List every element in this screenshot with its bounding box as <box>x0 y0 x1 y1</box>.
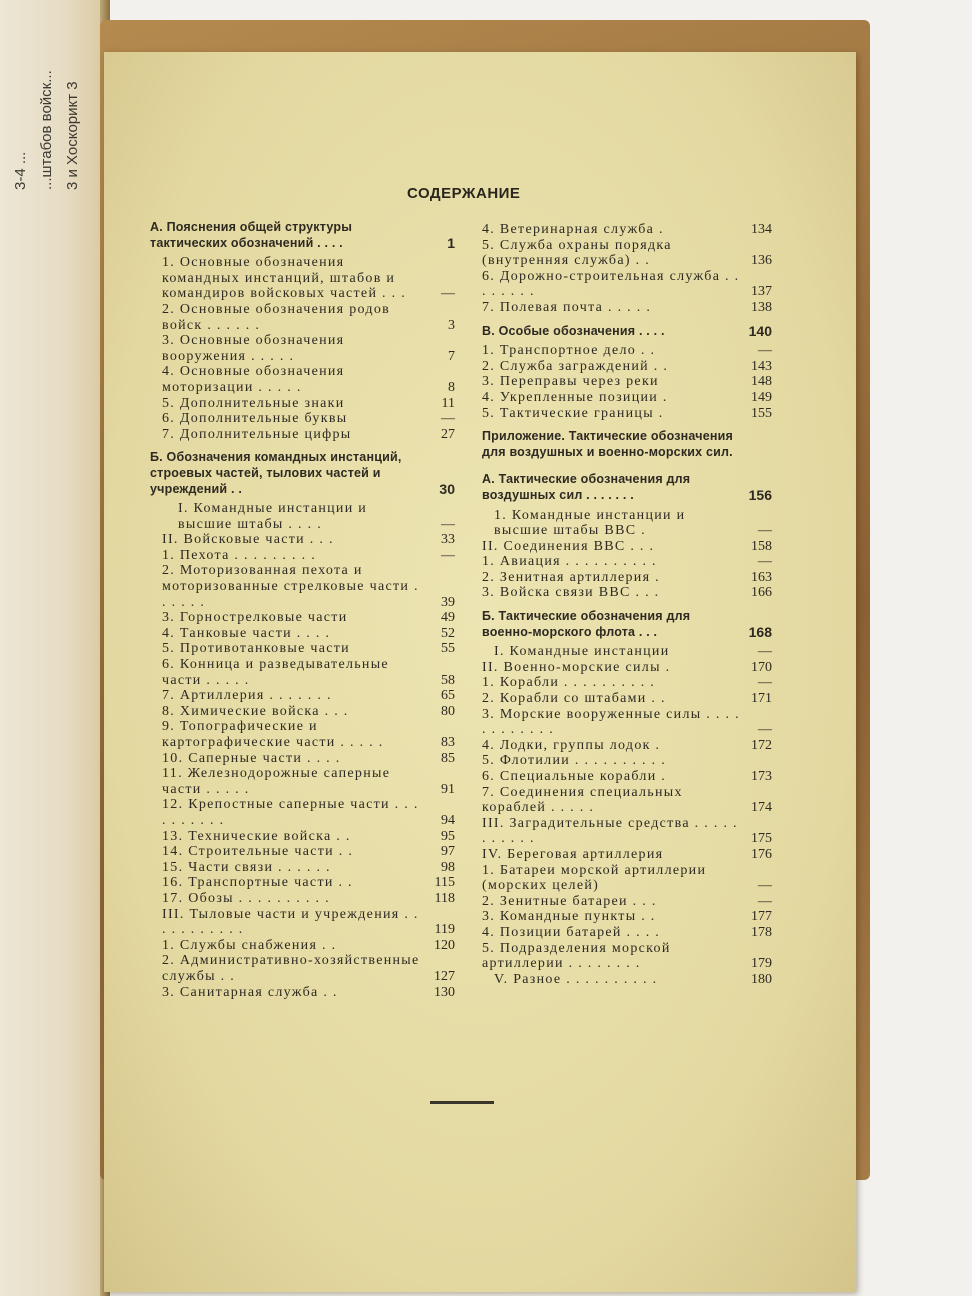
toc-entry-page: 179 <box>751 956 772 972</box>
toc-entry-title: 7. Артиллерия . . . . . . . <box>162 688 332 704</box>
toc-entry <box>150 704 455 720</box>
toc-entry-page: 180 <box>751 971 772 987</box>
toc-entry <box>482 769 772 785</box>
toc-entry-title: 5. Дополнительные знаки <box>162 395 345 411</box>
toc-section-heading <box>482 609 772 640</box>
toc-entry-page: 178 <box>751 924 772 940</box>
toc-entry-title: 9. Топографические и картографические части . . . . . <box>162 719 384 750</box>
toc-entry <box>482 785 772 816</box>
toc-entry-page: — <box>441 516 455 532</box>
contents-left-column <box>150 220 455 1000</box>
toc-entry-title: II. Войсковые части . . . <box>162 532 334 548</box>
toc-entry-page: 119 <box>434 922 455 938</box>
toc-entry <box>482 300 772 316</box>
toc-entry-page: 94 <box>441 812 455 828</box>
toc-entry-page: 177 <box>751 909 772 925</box>
page-title: СОДЕРЖАНИЕ <box>407 185 521 202</box>
toc-entry <box>482 390 772 406</box>
toc-entry-title: 5. Тактические границы . <box>482 405 664 421</box>
toc-entry-page: 58 <box>441 672 455 688</box>
toc-entry <box>150 985 455 1001</box>
toc-entry-page: 98 <box>441 859 455 875</box>
toc-entry <box>482 570 772 586</box>
toc-section-heading <box>150 450 455 497</box>
toc-entry-page: 85 <box>441 750 455 766</box>
toc-entry-page: — <box>758 523 772 539</box>
toc-entry-title: III. Заградительные средства . . . . . . . . . . . <box>482 815 738 847</box>
toc-entry-page: 11 <box>441 395 455 411</box>
margin-note-line: 3 и Хоскорикт 3 <box>64 81 81 190</box>
toc-entry-title: I. Командные инстанции и высшие штабы . . . . <box>178 501 368 532</box>
toc-entry-title: А. Пояснения общей структуры тактических обозначений . . . . <box>150 220 353 250</box>
toc-entry-page: 118 <box>434 890 455 906</box>
toc-entry-page: 127 <box>434 968 455 984</box>
toc-entry-title: 1. Пехота . . . . . . . . . <box>162 547 317 563</box>
toc-entry <box>482 909 772 925</box>
toc-entry <box>482 894 772 910</box>
toc-entry-title: 5. Служба охраны порядка (внутренняя служба) . . <box>482 237 672 269</box>
toc-entry-page: 91 <box>441 781 455 797</box>
toc-entry-page: — <box>758 675 772 691</box>
toc-entry <box>482 585 772 601</box>
toc-entry <box>150 719 455 750</box>
toc-entry-title: 7. Полевая почта . . . . . <box>482 299 652 315</box>
toc-entry <box>482 738 772 754</box>
toc-entry-title: Б. Обозначения командных инстанций, строевых частей, тылових частей и учреждений . . <box>150 450 402 496</box>
toc-entry <box>482 222 772 238</box>
toc-entry-page: 138 <box>751 299 772 315</box>
toc-entry <box>150 548 455 564</box>
toc-entry <box>150 563 455 610</box>
toc-entry-title: 13. Технические войска . . <box>162 828 351 844</box>
toc-entry <box>482 847 772 863</box>
toc-entry <box>482 925 772 941</box>
toc-entry-title: 15. Части связи . . . . . . <box>162 859 331 875</box>
toc-section-heading <box>150 220 455 251</box>
toc-entry-title: 6. Дорожно-строительная служба . . . . . . . . <box>482 268 740 300</box>
toc-entry-title: 3. Санитарная служба . . <box>162 984 338 1000</box>
toc-entry-title: 2. Служба заграждений . . <box>482 358 669 374</box>
toc-entry-page: — <box>441 286 455 302</box>
toc-entry-page: 156 <box>748 486 772 503</box>
toc-entry-title: 3. Войска связи ВВС . . . <box>482 585 660 601</box>
toc-entry-page: 166 <box>751 585 772 601</box>
toc-entry-page: 97 <box>441 844 455 860</box>
toc-entry <box>150 427 455 443</box>
toc-entry-title: IV. Береговая артиллерия <box>482 846 664 862</box>
toc-entry <box>150 829 455 845</box>
toc-entry-page: 137 <box>751 284 772 300</box>
toc-entry-title: 14. Строительные части . . <box>162 844 354 860</box>
toc-entry <box>482 644 772 660</box>
margin-note-line: ...штабов войск... <box>38 70 55 190</box>
toc-entry-page: — <box>441 547 455 563</box>
toc-entry-title: 6. Дополнительные буквы <box>162 411 348 427</box>
toc-entry <box>150 953 455 984</box>
toc-entry-title: 5. Флотилии . . . . . . . . . . <box>482 753 667 769</box>
toc-entry <box>150 333 455 364</box>
toc-entry-page: 83 <box>441 735 455 750</box>
toc-entry-page: 130 <box>434 984 455 1000</box>
toc-entry-title: 6. Специальные корабли . <box>482 769 667 784</box>
toc-entry-page: 171 <box>751 691 772 707</box>
toc-entry-page: 120 <box>434 937 455 953</box>
facing-page <box>0 0 110 1296</box>
toc-entry-title: 3. Горнострелковые части <box>162 610 348 626</box>
toc-entry-title: II. Военно-морские силы . <box>482 659 671 675</box>
toc-entry-title: В. Особые обозначения . . . . <box>482 323 665 338</box>
toc-entry-page: 175 <box>751 831 772 847</box>
toc-entry-page: 149 <box>751 389 772 405</box>
toc-entry-page: 65 <box>441 688 455 704</box>
toc-entry <box>150 751 455 767</box>
toc-entry-page: 140 <box>748 322 772 339</box>
toc-entry-page: 33 <box>441 532 455 548</box>
toc-entry <box>482 406 772 422</box>
toc-entry-page: 176 <box>751 846 772 862</box>
toc-section-heading <box>482 429 772 460</box>
toc-entry-title: 4. Основные обозначения моторизации . . . . . <box>162 364 345 395</box>
toc-entry-title: I. Командные инстанции <box>494 644 670 660</box>
toc-entry-page: 173 <box>751 769 772 784</box>
contents-right-column <box>482 222 772 987</box>
toc-entry <box>150 532 455 548</box>
toc-entry <box>150 844 455 860</box>
toc-entry-page: 134 <box>751 222 772 237</box>
toc-entry-page: 80 <box>441 703 455 719</box>
toc-entry <box>482 359 772 375</box>
toc-entry <box>482 660 772 676</box>
toc-entry-page: 27 <box>441 426 455 442</box>
toc-entry <box>150 610 455 626</box>
toc-entry <box>482 707 772 738</box>
toc-entry-page: 163 <box>751 569 772 585</box>
toc-entry-page: 168 <box>748 623 772 640</box>
toc-entry-page: — <box>758 644 772 660</box>
toc-entry <box>482 554 772 570</box>
toc-entry-page: — <box>758 878 772 894</box>
toc-entry <box>150 411 455 427</box>
toc-entry <box>150 501 455 532</box>
toc-entry-title: 1. Командные инстанции и высшие штабы ВВС . <box>494 507 686 539</box>
toc-entry-title: 10. Саперные части . . . . <box>162 750 341 766</box>
toc-entry <box>482 863 772 894</box>
toc-entry-title: Приложение. Тактические обозначения для воздушных и военно-морских сил. <box>482 429 734 459</box>
toc-entry-title: 4. Ветеринарная служба . <box>482 222 664 237</box>
toc-entry-page: 115 <box>434 875 455 891</box>
toc-entry-title: 3. Основные обозначения вооружения . . . . . <box>162 333 345 364</box>
toc-entry-page: 7 <box>448 348 455 364</box>
toc-entry-page: 172 <box>751 737 772 753</box>
toc-entry-title: 4. Позиции батарей . . . . <box>482 924 661 940</box>
toc-entry <box>482 753 772 769</box>
toc-entry-page: 95 <box>441 828 455 844</box>
toc-entry-title: 2. Зенитная артиллерия . <box>482 569 660 585</box>
toc-entry <box>150 396 455 412</box>
toc-entry <box>482 238 772 269</box>
toc-entry <box>150 688 455 704</box>
toc-entry <box>150 875 455 891</box>
toc-entry-page: — <box>758 893 772 909</box>
toc-entry-title: 2. Административно-хозяйственные службы . . <box>162 953 420 984</box>
toc-entry <box>150 907 455 938</box>
toc-entry-title: 11. Железнодорожные саперные части . . . . . <box>162 766 391 797</box>
toc-entry-title: III. Тыловые части и учреждения . . . . . . . . . . . <box>162 906 419 938</box>
toc-entry-title: 1. Корабли . . . . . . . . . . <box>482 675 656 691</box>
toc-entry <box>482 675 772 691</box>
toc-entry <box>150 657 455 688</box>
toc-entry-title: 3. Переправы через реки <box>482 374 659 390</box>
toc-entry-page: 3 <box>448 317 455 333</box>
toc-entry <box>150 766 455 797</box>
toc-entry-title: 4. Укрепленные позиции . <box>482 389 668 405</box>
toc-entry-title: 2. Корабли со штабами . . <box>482 691 666 707</box>
toc-entry-title: V. Разное . . . . . . . . . . <box>494 971 658 987</box>
handwritten-margin-note <box>8 30 88 190</box>
toc-entry <box>150 797 455 828</box>
toc-entry <box>482 374 772 390</box>
toc-entry <box>482 691 772 707</box>
toc-entry <box>150 891 455 907</box>
toc-entry-page: 1 <box>447 234 455 251</box>
toc-entry-title: 6. Конница и разведывательные части . . . . . <box>162 657 389 688</box>
toc-entry-title: Б. Тактические обозначения для военно-морского флота . . . <box>482 609 691 639</box>
toc-entry-title: 4. Лодки, группы лодок . <box>482 737 661 753</box>
toc-entry-title: 4. Танковые части . . . . <box>162 625 331 641</box>
toc-entry <box>482 343 772 359</box>
toc-entry-title: 3. Командные пункты . . <box>482 909 656 925</box>
toc-entry-page: 148 <box>751 374 772 390</box>
toc-entry-page: 55 <box>441 641 455 657</box>
toc-entry <box>150 860 455 876</box>
toc-entry-title: 3. Морские вооруженные силы . . . . . . . . . . . . <box>482 706 740 738</box>
toc-entry-title: 12. Крепостные саперные части . . . . . . . . . . <box>162 797 419 828</box>
toc-entry-title: 8. Химические войска . . . <box>162 703 349 719</box>
toc-entry <box>482 816 772 847</box>
toc-entry-title: 7. Дополнительные цифры <box>162 426 352 442</box>
toc-entry-page: 30 <box>439 480 455 497</box>
toc-entry-page: 174 <box>751 800 772 816</box>
toc-entry-title: 16. Транспортные части . . <box>162 875 353 891</box>
toc-entry-page: 170 <box>751 659 772 675</box>
toc-entry-title: 7. Соединения специальных кораблей . . . . . <box>482 784 683 816</box>
toc-entry <box>150 302 455 333</box>
toc-entry <box>482 269 772 300</box>
toc-entry-page: 8 <box>448 379 455 395</box>
end-rule <box>430 1101 494 1104</box>
toc-entry-page: — <box>758 722 772 738</box>
toc-entry-title: 1. Батареи морской артиллерии (морских целей) <box>482 862 707 894</box>
toc-entry <box>150 364 455 395</box>
toc-entry-title: 2. Основные обозначения родов войск . . . . . . <box>162 301 391 333</box>
toc-entry-title: 2. Зенитные батареи . . . <box>482 893 657 909</box>
toc-entry <box>482 941 772 972</box>
toc-entry-title: 2. Моторизованная пехота и моторизованные стрелковые части . . . . . . <box>162 563 419 610</box>
toc-entry-title: А. Тактические обозначения для воздушных сил . . . . . . . <box>482 472 691 502</box>
toc-entry <box>150 626 455 642</box>
toc-entry-page: 143 <box>751 358 772 374</box>
toc-entry-title: 5. Противотанковые части <box>162 641 350 657</box>
toc-entry-title: 5. Подразделения морской артиллерии . . . . . . . . <box>482 940 671 972</box>
toc-entry-title: 1. Транспортное дело . . <box>482 343 656 359</box>
toc-entry-page: 39 <box>441 594 455 610</box>
toc-entry <box>150 938 455 954</box>
toc-entry-page: 136 <box>751 253 772 269</box>
toc-entry-title: 1. Службы снабжения . . <box>162 937 337 953</box>
toc-entry <box>482 972 772 988</box>
toc-entry <box>482 508 772 539</box>
toc-entry-page: 155 <box>751 405 772 421</box>
toc-entry <box>150 641 455 657</box>
toc-entry-page: 49 <box>441 610 455 626</box>
toc-entry-page: — <box>758 554 772 570</box>
toc-entry-title: 1. Авиация . . . . . . . . . . <box>482 554 657 570</box>
toc-entry-page: — <box>758 343 772 359</box>
toc-section-heading <box>482 472 772 503</box>
toc-entry-page: 158 <box>751 538 772 554</box>
toc-entry-title: 17. Обозы . . . . . . . . . . <box>162 890 330 906</box>
toc-entry <box>482 539 772 555</box>
toc-entry-page: — <box>441 411 455 427</box>
margin-note-line: 3-4 ... <box>12 151 29 190</box>
toc-entry-page: 52 <box>441 625 455 641</box>
toc-entry-title: II. Соединения ВВС . . . <box>482 538 655 554</box>
toc-entry-title: 1. Основные обозначения командных инстанций, штабов и командиров войсковых частей . . . <box>162 255 407 302</box>
toc-entry <box>150 255 455 302</box>
toc-section-heading <box>482 324 772 340</box>
